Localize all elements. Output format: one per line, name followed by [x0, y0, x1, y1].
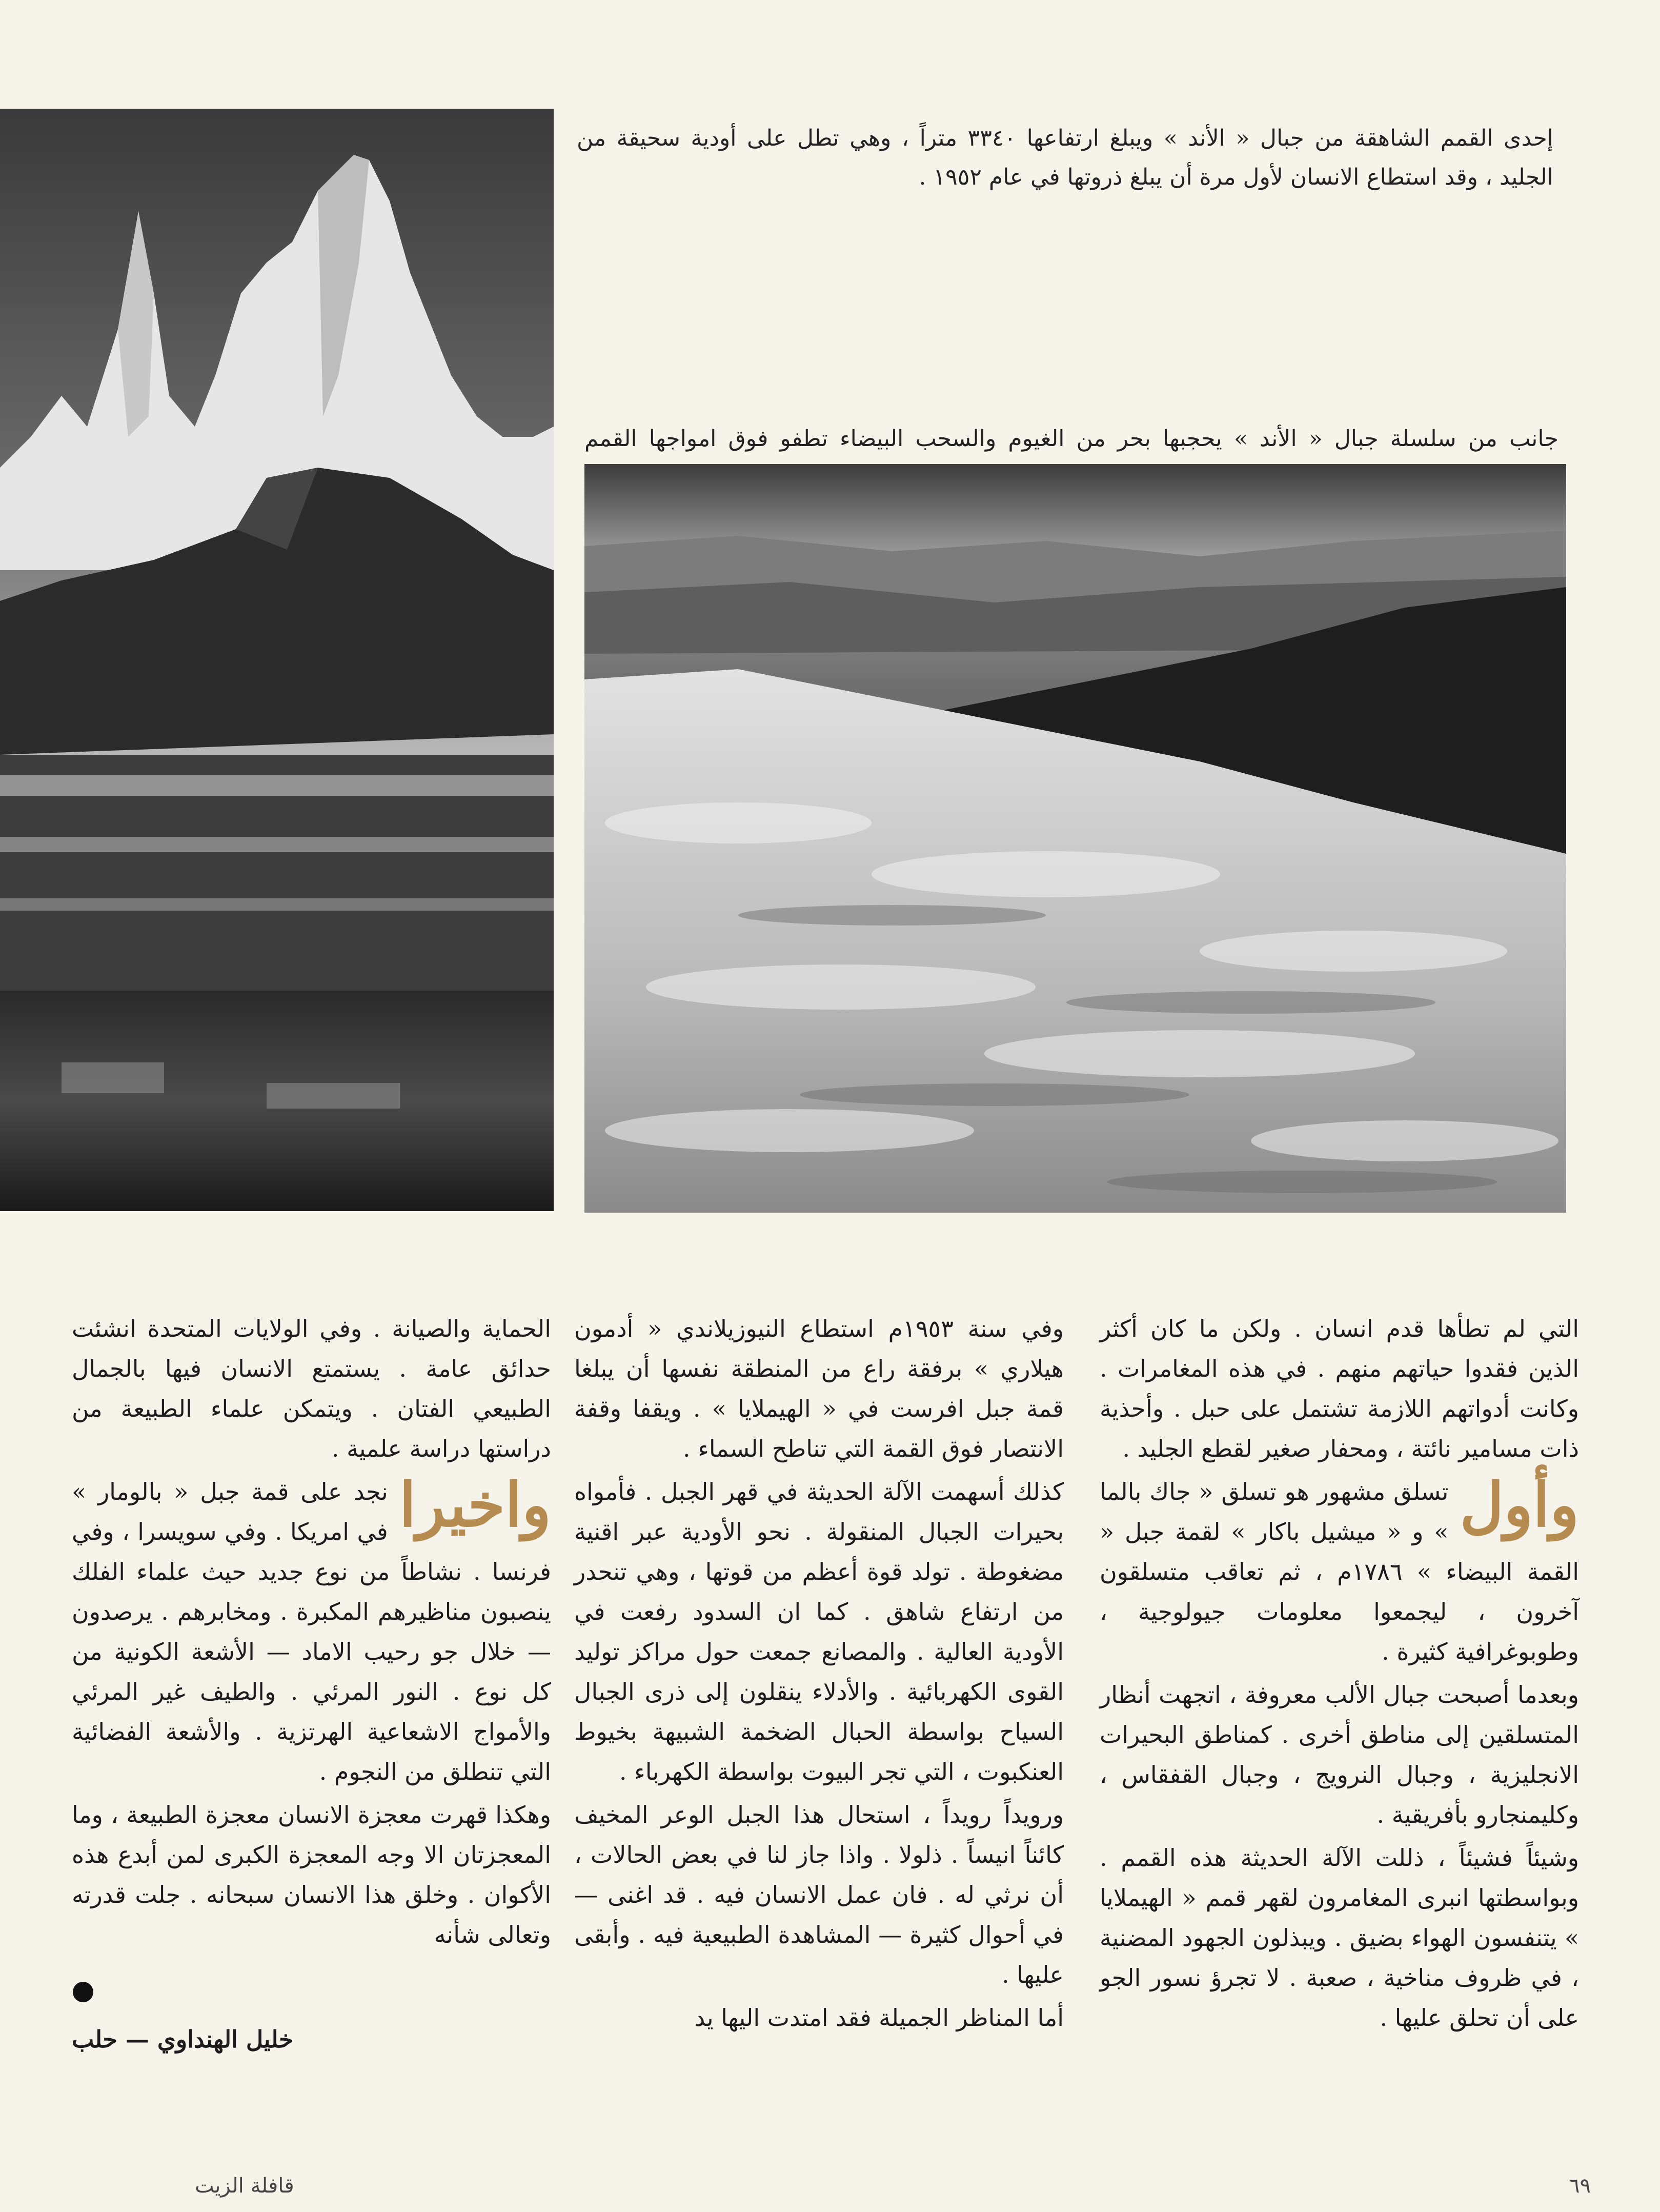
text-column-middle: [574, 1309, 1064, 2038]
section-heading: واخيرا: [399, 1469, 551, 1540]
paragraph: وشيئاً فشيئاً ، ذللت الآلة الحديثة هذه القمم . وبواسطتها انبرى المغامرون لقهر قمم « الهيملايا » يتنفسون الهواء بضيق . ويبذلون الجهود المضنية ، في ظروف مناخية ، صعبة . لا تجرؤ نسور الجو على أن تحلق عليها .: [1100, 1844, 1579, 2032]
paragraph: وأول تسلق مشهور هو تسلق « جاك بالما » و « ميشيل باكار » لقمة جبل « القمة البيضاء » ١٧٨٦م ، ثم تعاقب متسلقون آخرون ، ليجمعوا معلومات جيولوجية ، وطوبوغرافية كثيرة .: [1100, 1469, 1580, 1665]
paragraph: كذلك أسهمت الآلة الحديثة في قهر الجبل . فأمواه بحيرات الجبال المنقولة . نحو الأودية عبر اقنية مضغوطة . تولد قوة أعظم من قوتها ، وهي تنحدر من ارتفاع شاهق . كما ان السدود رفعت في الأودية العالية . والمصانع جمعت حول مراكز توليد القوى الكهربائية . والأدلاء ينقلون إلى ذرى الجبال السياح بواسطة الحبال الضخمة الشبيهة بخيوط العنكبوت ، التي تجر البيوت بواسطة الكهرباء .: [574, 1478, 1064, 1785]
end-mark: [73, 1982, 93, 2002]
paragraph: وهكذا قهرت معجزة الانسان معجزة الطبيعة ، وما المعجزتان الا وجه المعجزة الكبرى لمن أبدع هذه الأكوان . وخلق هذا الانسان سبحانه . جلت قدرته وتعالى شأنه: [72, 1801, 551, 1948]
text-column-left: [72, 1309, 551, 1955]
paragraph: أما المناظر الجميلة فقد امتدت اليها يد: [694, 2004, 1064, 2032]
text-column-right: [1100, 1309, 1579, 2038]
paragraph: ورويداً رويداً ، استحال هذا الجبل الوعر المخيف كائناً انيساً . ذلولا . واذا جاز لنا في بعض الحالات ، أن نرثي له . فان عمل الانسان فيه . قد اغنى — في أحوال كثيرة — المشاهدة الطبيعية فيه . وأبقى عليها .: [574, 1801, 1064, 1988]
paragraph: التي لم تطأها قدم انسان . ولكن ما كان أكثر الذين فقدوا حياتهم منهم . في هذه المغامرات . وكانت أدواتهم اللازمة تشتمل على حبل . وأحذية ذات مسامير نائتة ، ومحفار صغير لقطع الجليد .: [1100, 1315, 1579, 1462]
section-heading: وأول: [1460, 1469, 1579, 1540]
paragraph: وبعدما أصبحت جبال الألب معروفة ، اتجهت أنظار المتسلقين إلى مناطق أخرى . كمناطق البحيرات الانجليزية ، وجبال النرويج ، وجبال القفقاس ، وكليمنجارو بأفريقية .: [1100, 1681, 1579, 1828]
magazine-name: قافلة الزيت: [195, 2174, 294, 2198]
paragraph: وفي سنة ١٩٥٣م استطاع النيوزيلاندي « أدمون هيلاري » برفقة راع من المنطقة نفسها أن يبلغا قمة جبل افرست في « الهيملايا » . ويقفا وقفة الانتصار فوق القمة التي تناطح السماء .: [574, 1315, 1064, 1462]
page-number: ٦٩: [1569, 2174, 1591, 2198]
author-signature: خليل الهنداوي — حلب: [72, 2025, 294, 2053]
paragraph: واخيرا نجد على قمة جبل « بالومار » في امريكا . وفي سويسرا ، وفي فرنسا . نشاطاً من نوع جديد حيث علماء الفلك ينصبون مناظيرهم المكبرة . ومخابرهم . يرصدون — خلال جو رحيب الاماد — الأشعة الكونية من كل نوع . النور المرئي . والطيف غير المرئي والأمواج الاشعاعية الهرتزية . والأشعة الفضائية التي تنطلق من النجوم .: [72, 1469, 551, 1785]
mountain-peak-photo: [0, 109, 554, 1211]
sea-of-clouds-photo: [584, 464, 1566, 1213]
caption-middle: جانب من سلسلة جبال « الأند » يحجبها بحر من الغيوم والسحب البيضاء تطفو فوق امواجها القمم: [584, 426, 1558, 452]
caption-top: إحدى القمم الشاهقة من جبال « الأند » ويبلغ ارتفاعها ٣٣٤٠ متراً ، وهي تطل على أودية سحيقة من الجليد ، وقد استطاع الانسان لأول مرة أن يبلغ ذروتها في عام ١٩٥٢ .: [577, 125, 1553, 190]
paragraph: الحماية والصيانة . وفي الولايات المتحدة انشئت حدائق عامة . يستمتع الانسان فيها بالجمال الطبيعي الفتان . ويتمكن علماء الطبيعة من دراستها دراسة علمية .: [72, 1315, 551, 1462]
